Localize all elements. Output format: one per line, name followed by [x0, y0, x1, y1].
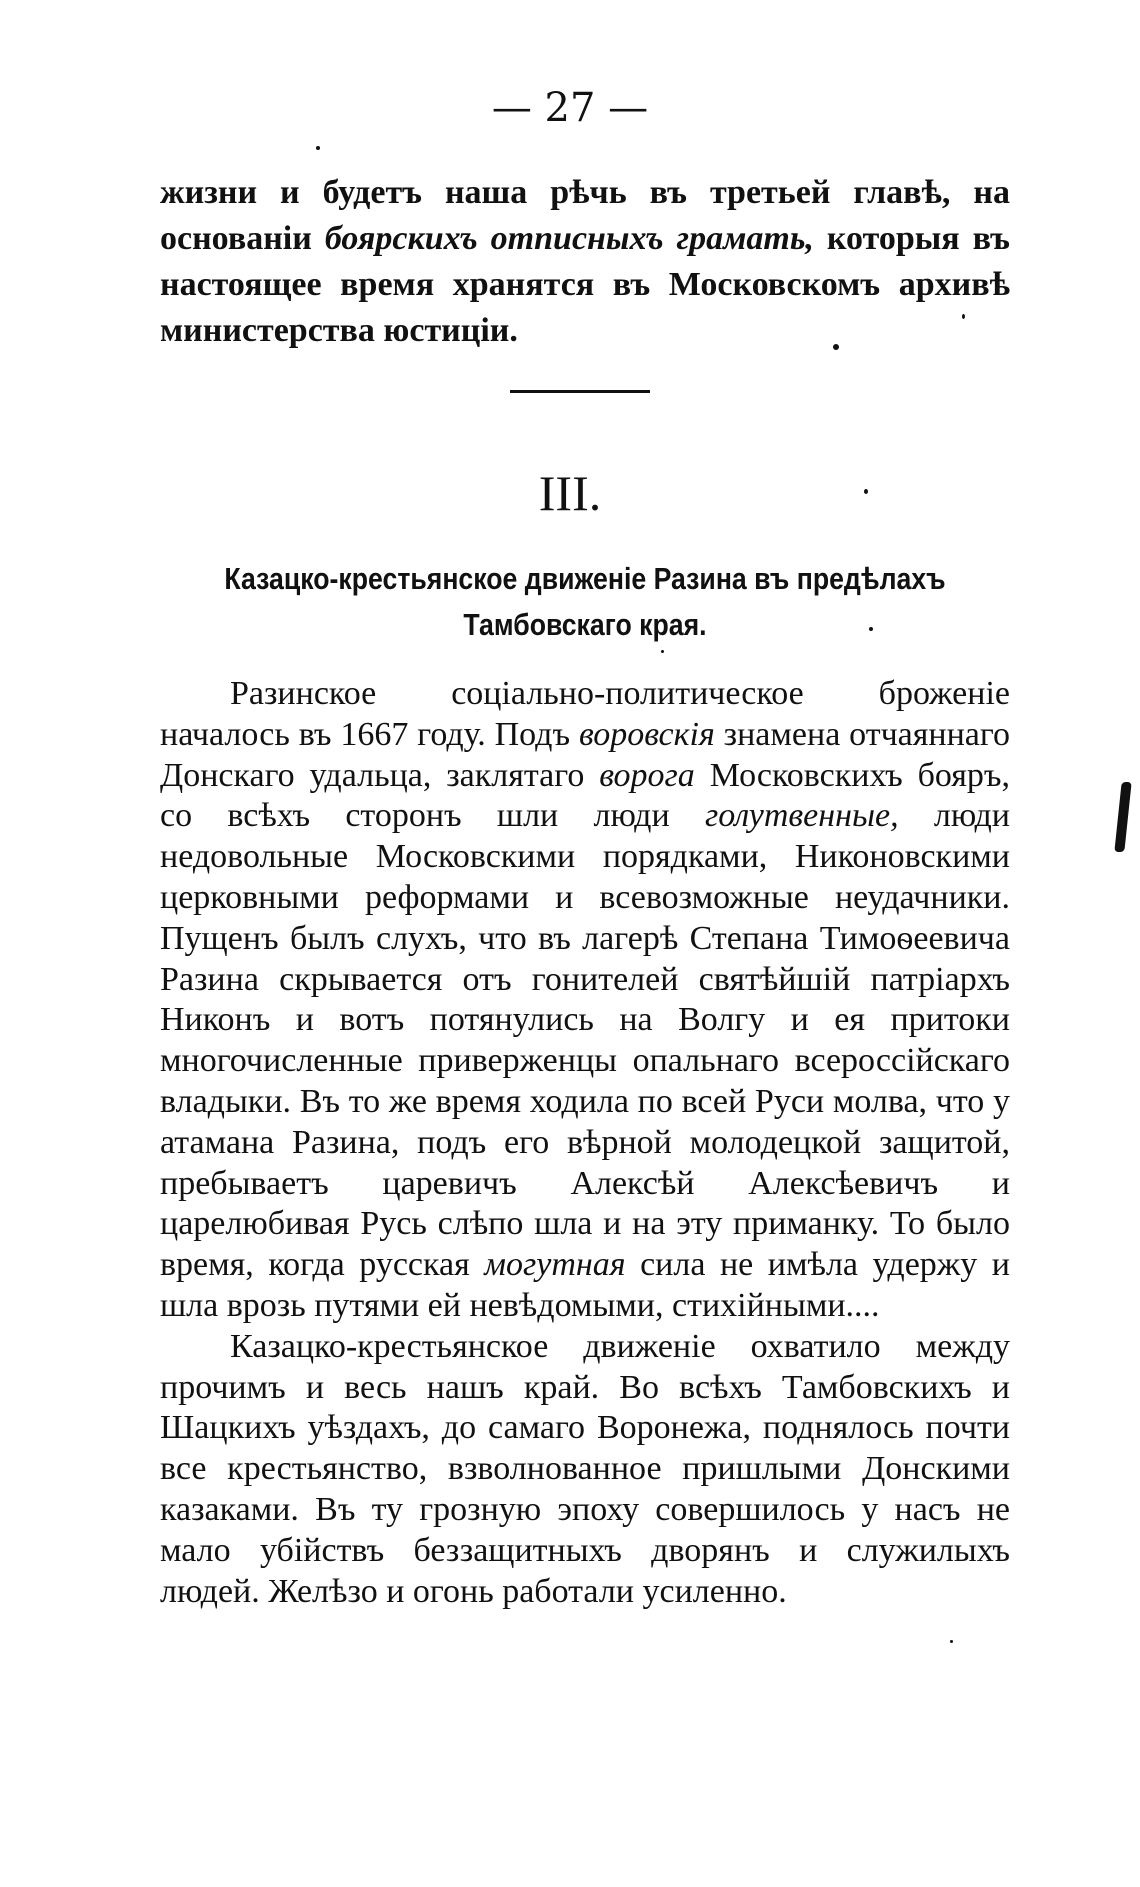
- intro-italic-phrase: боярскихъ отписныхъ грамать,: [324, 220, 814, 257]
- p1-segment-5: сила не имѣла удержу и шла врозь путями ей невѣдомыми, стихійными....: [160, 1246, 1010, 1324]
- print-speck: [962, 314, 965, 319]
- p1-italic-1: воровскія: [578, 715, 715, 753]
- p1-italic-4: могутная: [484, 1246, 626, 1284]
- print-speck: [950, 1640, 953, 1643]
- p1-italic-3: голутвенные,: [704, 797, 899, 835]
- print-speck: [864, 489, 868, 494]
- print-speck: [316, 146, 320, 150]
- p1-segment-4: люди недовольные Московскими порядками, Никоновскими церковными реформами и всевозможные неудачники. Пущенъ былъ слухъ, что въ лагерѣ Степана Тимоѳеевича Разина скрывается отъ гонителей святѣйшій патріархъ Никонъ и вотъ потянулись на Волгу и ея притоки многочисленные приверженцы опальнаго всероссійскаго владыки. Въ то же время ходила по всей Руси молва, что у атамана Разина, подъ его вѣрной молодецкой защитой, пребываетъ царевичъ Алексѣй Алексѣевичъ и царелюбивая Русь слѣпо шла и на эту приманку. То было время, когда русская: [160, 797, 1010, 1284]
- print-speck: [869, 627, 873, 631]
- intro-text-part1: жизни и будетъ наша рѣчь въ третьей главѣ, на основаніи: [160, 174, 1010, 257]
- chapter-body: [160, 674, 1010, 1612]
- intro-text: [160, 170, 1010, 354]
- page-number: — 27 —: [491, 85, 649, 131]
- chapter-number: III.: [538, 465, 602, 521]
- margin-ink-mark: [1114, 782, 1131, 852]
- chapter-title: Казацко-крестьянское движеніе Разина въ предѣлахъ Тамбовскаго края.: [224, 561, 946, 642]
- intro-text-part2: которыя въ настоящее время хранятся въ Московскомъ архивѣ министерства юстиціи.: [160, 220, 1010, 349]
- intro-paragraph: [160, 170, 1010, 354]
- body-paragraph-1: [160, 674, 1010, 1327]
- p1-italic-2: ворога: [599, 756, 695, 794]
- p1-segment-3: Московскихъ бояръ, со всѣхъ сторонъ шли люди: [160, 756, 1010, 835]
- p1-segment-2: знамена отчаяннаго Донскаго удальца, заклятаго: [160, 715, 1010, 794]
- p1-segment-1: Разинское соціально-политическое броженіе началось въ 1667 году. Подъ: [160, 675, 1010, 753]
- print-speck: [661, 650, 664, 653]
- body-paragraph-2: Казацко-крестьянское движеніе охватило между прочимъ и весь нашъ край. Во всѣхъ Тамбовскихъ и Шацкихъ уѣздахъ, до самаго Воронежа, поднялось почти все крестьянство, взволнованное пришлыми Донскими казаками. Въ ту грозную эпоху совершилось у насъ не мало убійствъ беззащитныхъ дворянъ и служилыхъ людей. Желѣзо и огонь работали усиленно.: [160, 1327, 1010, 1610]
- print-speck: [833, 344, 839, 350]
- section-divider: [510, 390, 650, 393]
